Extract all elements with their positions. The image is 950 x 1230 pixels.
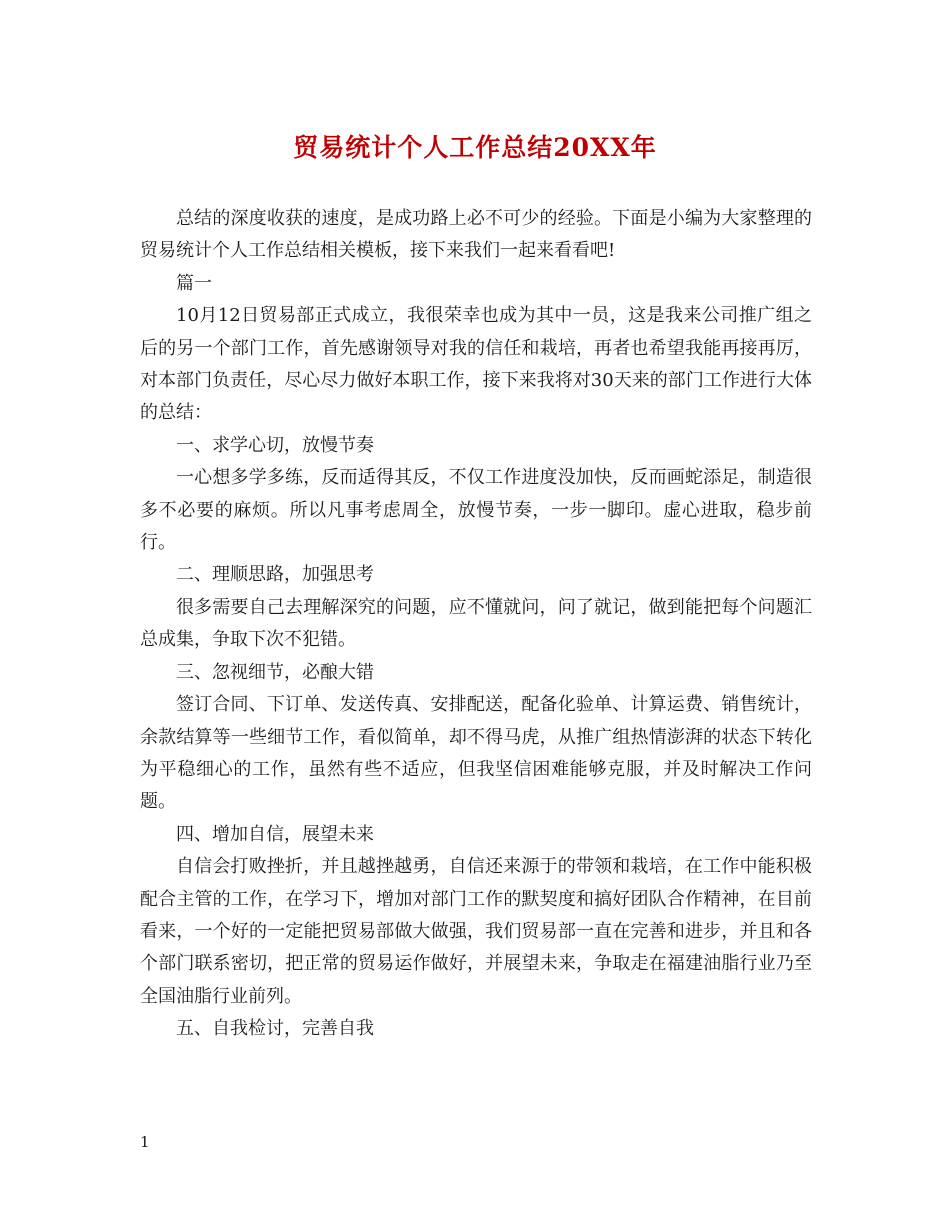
section-label-part-one: 篇一 [176, 272, 212, 294]
paragraph-section-2: 很多需要自己去理解深究的问题，应不懂就问，问了就记，做到能把每个问题汇总成集，争取下次不犯错。 [140, 596, 812, 651]
heading-section-4: 四、增加自信，展望未来 [176, 823, 374, 845]
paragraph-section-1: 一心想多学多练，反而适得其反，不仅工作进度没加快，反而画蛇添足，制造很多不必要的麻烦。所以凡事考虑周全，放慢节奏，一步一脚印。虚心进取，稳步前行。 [140, 467, 812, 554]
heading-section-2: 二、理顺思路，加强思考 [176, 564, 374, 586]
paragraph-opening: 10月12日贸易部正式成立，我很荣幸也成为其中一员，这是我来公司推广组之后的另一个部门工作，首先感谢领导对我的信任和栽培，再者也希望我能再接再厉，对本部门负责任，尽心尽力做好本职工作，接下来我将对30天来的部门工作进行大体的总结： [140, 305, 812, 424]
document-body [140, 203, 812, 1046]
page-number: 1 [140, 1133, 150, 1151]
paragraph-section-4: 自信会打败挫折，并且越挫越勇，自信还来源于的带领和栽培，在工作中能积极配合主管的工作，在学习下，增加对部门工作的默契度和搞好团队合作精神，在目前看来，一个好的一定能把贸易部做大做强，我们贸易部一直在完善和进步，并且和各个部门联系密切，把正常的贸易运作做好，并展望未来，争取走在福建油脂行业乃至全国油脂行业前列。 [140, 856, 812, 1007]
heading-section-3: 三、忽视细节，必酿大错 [176, 661, 374, 683]
document-title: 贸易统计个人工作总结20XX年 [293, 133, 657, 162]
heading-section-5: 五、自我检讨，完善自我 [176, 1018, 374, 1040]
paragraph-intro: 总结的深度收获的速度，是成功路上必不可少的经验。下面是小编为大家整理的贸易统计个人工作总结相关模板，接下来我们一起来看看吧! [140, 208, 812, 262]
paragraph-section-3: 签订合同、下订单、发送传真、安排配送，配备化验单、计算运费、销售统计，余款结算等一些细节工作，看似简单，却不得马虎，从推广组热情澎湃的状态下转化为平稳细心的工作，虽然有些不适应，但我坚信困难能够克服，并及时解决工作问题。 [140, 694, 812, 813]
heading-section-1: 一、求学心切，放慢节奏 [176, 434, 374, 456]
